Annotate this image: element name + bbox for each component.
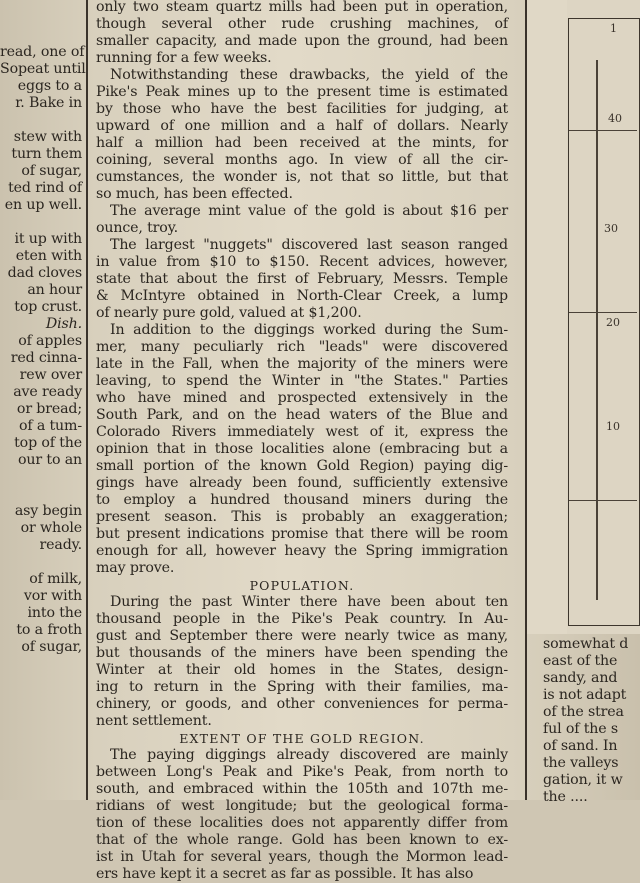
right-column-line: ful of the s bbox=[543, 721, 618, 737]
paragraph-line: enough for all, however heavy the Spring immigration bbox=[96, 543, 508, 559]
paragraph-line: chinery, or goods, and other conveniences for perma- bbox=[96, 696, 508, 712]
left-column-line: to a froth bbox=[16, 622, 82, 638]
left-column-line: ave ready bbox=[13, 384, 82, 400]
left-column-line: Dish. bbox=[45, 316, 82, 332]
right-column-line: the valleys bbox=[543, 755, 619, 771]
left-column-line: eggs to a bbox=[17, 78, 82, 94]
paragraph-line: Colorado Rivers immediately west of it, express the bbox=[96, 424, 508, 440]
paragraph-line: so much, has been effected. bbox=[96, 186, 293, 202]
right-column-line: sandy, and bbox=[543, 670, 618, 686]
left-column-line: or bread; bbox=[16, 401, 82, 417]
paragraph-line: small portion of the known Gold Region) paying dig- bbox=[96, 458, 508, 474]
paragraph-line: The largest "nuggets" discovered last season ranged bbox=[110, 237, 508, 253]
paragraph-line: late in the Fall, when the majority of the miners were bbox=[96, 356, 508, 372]
left-column-line: ted rind of bbox=[8, 180, 82, 196]
map-latitude-line bbox=[569, 130, 637, 131]
map-frame bbox=[568, 18, 640, 626]
paragraph-line: In addition to the diggings worked during the Sum- bbox=[110, 322, 508, 338]
right-column-line: is not adapt bbox=[543, 687, 627, 703]
left-column-line bbox=[0, 554, 82, 571]
left-column-line: into the bbox=[27, 605, 82, 621]
left-column-line: or whole bbox=[20, 520, 82, 536]
paragraph-line: to employ a hundred thousand miners during the bbox=[96, 492, 508, 508]
left-column-line: stew with bbox=[13, 129, 82, 145]
paragraph-line: only two steam quartz mills had been put in operation, bbox=[96, 0, 508, 15]
left-column-line: of sugar, bbox=[21, 639, 82, 655]
section-heading: EXTENT OF THE GOLD REGION. bbox=[179, 731, 425, 746]
paragraph-line: During the past Winter there have been about ten bbox=[110, 594, 508, 610]
paragraph-line: ridians of west longitude; but the geological forma- bbox=[96, 798, 508, 814]
left-column-line: top of the bbox=[14, 435, 82, 451]
left-column-line: vor with bbox=[23, 588, 82, 604]
map-label: 20 bbox=[606, 316, 620, 329]
paragraph-line: that of the whole range. Gold has been known to ex- bbox=[96, 832, 508, 848]
left-column-line: ready. bbox=[39, 537, 82, 553]
right-column-line: of the strea bbox=[543, 704, 624, 720]
paragraph-line: ers have kept it a secret as far as possible. It has also bbox=[96, 866, 474, 882]
paragraph-line: Winter at their old homes in the States, design- bbox=[96, 662, 508, 678]
paragraph-line: South Park, and on the head waters of the Blue and bbox=[96, 407, 508, 423]
paragraph-line: running for a few weeks. bbox=[96, 50, 272, 66]
map-label: 30 bbox=[604, 222, 618, 235]
right-column-line: gation, it w bbox=[543, 772, 623, 788]
left-column-line: top crust. bbox=[14, 299, 82, 315]
map-latitude-line bbox=[569, 312, 637, 313]
left-column-line bbox=[0, 214, 82, 231]
paragraph-line: between Long's Peak and Pike's Peak, from north to bbox=[96, 764, 508, 780]
paragraph-line: but thousands of the miners have been spending the bbox=[96, 645, 508, 661]
paragraph-line: & McIntyre obtained in North-Clear Creek, a lump bbox=[96, 288, 508, 304]
article-body bbox=[96, 0, 508, 883]
left-column-line: r. Bake in bbox=[15, 95, 82, 111]
left-column-line: en up well. bbox=[4, 197, 82, 213]
paragraph-line: cumstances, the wonder is, not that so little, but that bbox=[96, 169, 508, 185]
paragraph-line: leaving, to spend the Winter in "the States." Parties bbox=[96, 373, 508, 389]
left-column-line: asy begin bbox=[14, 503, 82, 519]
right-column-line: somewhat d bbox=[543, 636, 629, 652]
left-column-line bbox=[0, 112, 82, 129]
paragraph-line: mer, many peculiarly rich "leads" were discovered bbox=[96, 339, 508, 355]
paragraph-line: upward of one million and a half of dollars. Nearly bbox=[96, 118, 508, 134]
map-margin bbox=[527, 0, 567, 634]
left-column-line bbox=[0, 469, 82, 486]
right-column-line: the .... bbox=[543, 789, 588, 805]
center-column bbox=[96, 0, 508, 882]
right-column-line: east of the bbox=[543, 653, 618, 669]
paragraph-line: gings have already been found, sufficiently extensive bbox=[96, 475, 508, 491]
paragraph-line: Notwithstanding these drawbacks, the yield of the bbox=[110, 67, 508, 83]
left-column-line: of milk, bbox=[29, 571, 82, 587]
left-column-line: of apples bbox=[18, 333, 82, 349]
map-label: 1 bbox=[610, 22, 617, 35]
paragraph-line: though several other rude crushing machines, of bbox=[96, 16, 508, 32]
paragraph-line: The paying diggings already discovered are mainly bbox=[110, 747, 508, 763]
paragraph-line: south, and embraced within the 105th and 107th me- bbox=[96, 781, 508, 797]
section-heading: POPULATION. bbox=[249, 578, 355, 593]
map-label: 10 bbox=[606, 420, 620, 433]
paragraph-line: The average mint value of the gold is about $16 per bbox=[110, 203, 508, 219]
paragraph-line: smaller capacity, and made upon the ground, had been bbox=[96, 33, 508, 49]
left-column-line: turn them bbox=[11, 146, 82, 162]
left-column-line: Sopeat until bbox=[0, 61, 86, 77]
left-column-line: it up with bbox=[14, 231, 82, 247]
left-column-line bbox=[0, 486, 82, 503]
paragraph-line: present season. This is probably an exaggeration; bbox=[96, 509, 508, 525]
column-rule-left bbox=[86, 0, 88, 800]
left-column-line: our to an bbox=[18, 452, 82, 468]
left-column bbox=[0, 44, 86, 804]
paragraph-line: gust and September there were nearly twice as many, bbox=[96, 628, 508, 644]
paragraph-line: but present indications promise that there will be room bbox=[96, 526, 508, 542]
paragraph-line: ing to return in the Spring with their families, ma- bbox=[96, 679, 508, 695]
paragraph-line: may prove. bbox=[96, 560, 175, 576]
paragraph-line: coining, several months ago. In view of all the cir- bbox=[96, 152, 508, 168]
left-column-line: read, one of bbox=[0, 44, 85, 60]
paragraph-line: Pike's Peak mines up to the present time is estimated bbox=[96, 84, 508, 100]
paragraph-line: nent settlement. bbox=[96, 713, 212, 729]
paragraph-line: by those who have the best facilities for judging, at bbox=[96, 101, 508, 117]
left-column-line: rew over bbox=[19, 367, 82, 383]
paragraph-line: of nearly pure gold, valued at $1,200. bbox=[96, 305, 362, 321]
paragraph-line: tion of these localities does not apparently differ from bbox=[96, 815, 508, 831]
map-label: 40 bbox=[608, 112, 622, 125]
right-column bbox=[543, 636, 640, 805]
paragraph-line: state that about the first of February, Messrs. Temple bbox=[96, 271, 508, 287]
left-column-line: of sugar, bbox=[21, 163, 82, 179]
paragraph-line: who have mined and prospected extensively in the bbox=[96, 390, 508, 406]
left-column-line: of a tum- bbox=[18, 418, 82, 434]
left-column-line: an hour bbox=[27, 282, 82, 298]
left-column-line: red cinna- bbox=[10, 350, 82, 366]
paragraph-line: thousand people in the Pike's Peak country. In Au- bbox=[96, 611, 508, 627]
left-column-line: eten with bbox=[15, 248, 82, 264]
map-illustration bbox=[566, 0, 640, 634]
map-meridian-line bbox=[596, 60, 598, 600]
paragraph-line: ist in Utah for several years, though the Mormon lead- bbox=[96, 849, 508, 865]
right-column-line: of sand. In bbox=[543, 738, 618, 754]
left-column-line: dad cloves bbox=[7, 265, 82, 281]
paragraph-line: opinion that in those localities alone (embracing but a bbox=[96, 441, 508, 457]
paragraph-line: ounce, troy. bbox=[96, 220, 179, 236]
paragraph-line: half a million had been received at the mints, for bbox=[96, 135, 508, 151]
paragraph-line: in value from $10 to $150. Recent advices, however, bbox=[96, 254, 508, 270]
map-latitude-line bbox=[569, 500, 637, 501]
